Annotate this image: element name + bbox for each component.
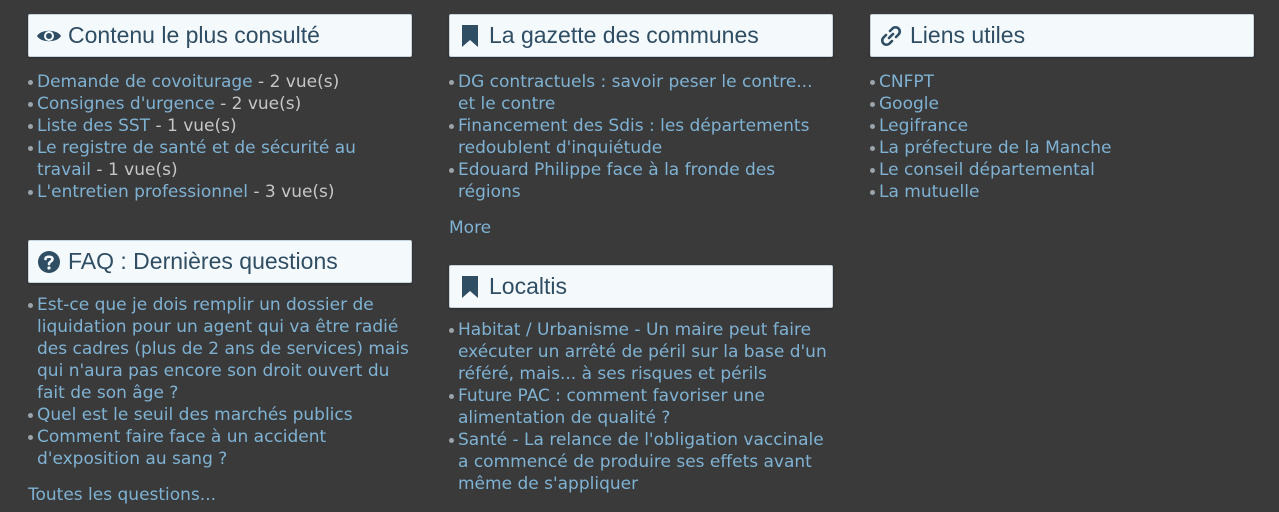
list-item[interactable]: Future PAC : comment favoriser une alimentation de qualité ? <box>458 385 833 429</box>
list-item[interactable]: La préfecture de la Manche <box>879 137 1254 159</box>
localtis-list <box>449 319 833 495</box>
eye-icon <box>36 23 62 49</box>
list-item[interactable]: Quel est le seuil des marchés publics <box>37 404 412 426</box>
bullet <box>449 438 454 443</box>
faq-header <box>28 240 412 283</box>
gazette-more-link[interactable]: More <box>449 218 492 238</box>
faq-title: FAQ : Dernières questions <box>68 248 338 274</box>
useful-links-list <box>870 71 1254 203</box>
bullet <box>28 413 33 418</box>
list-item[interactable]: Legifrance <box>879 115 1254 137</box>
list-item[interactable]: Demande de covoiturage - 2 vue(s) <box>37 71 412 93</box>
bullet <box>870 124 875 129</box>
useful-links-header <box>870 14 1254 57</box>
useful-links-panel <box>870 14 1254 203</box>
list-item[interactable]: Consignes d'urgence - 2 vue(s) <box>37 93 412 115</box>
list-item[interactable]: DG contractuels : savoir peser le contre... et le contre <box>458 71 833 115</box>
popular-content-list <box>28 71 412 203</box>
bullet <box>449 168 454 173</box>
bullet <box>870 80 875 85</box>
bullet <box>28 146 33 151</box>
popular-content-panel <box>28 14 412 203</box>
bullet <box>449 394 454 399</box>
bullet <box>449 328 454 333</box>
bookmark-icon <box>457 23 483 49</box>
list-item[interactable]: Le conseil départemental <box>879 159 1254 181</box>
bullet <box>28 124 33 129</box>
list-item[interactable]: L'entretien professionnel - 3 vue(s) <box>37 181 412 203</box>
link-icon <box>878 23 904 49</box>
list-item[interactable]: CNFPT <box>879 71 1254 93</box>
list-item[interactable]: Liste des SST - 1 vue(s) <box>37 115 412 137</box>
bookmark-icon <box>457 274 483 300</box>
bullet <box>870 102 875 107</box>
bullet <box>28 80 33 85</box>
popular-content-title: Contenu le plus consulté <box>68 22 320 48</box>
gazette-title: La gazette des communes <box>489 22 759 48</box>
localtis-header <box>449 265 833 308</box>
gazette-list <box>449 71 833 203</box>
localtis-title: Localtis <box>489 273 567 299</box>
all-questions-link[interactable]: Toutes les questions... <box>28 485 217 505</box>
bullet <box>449 124 454 129</box>
useful-links-title: Liens utiles <box>910 22 1026 48</box>
bullet <box>870 168 875 173</box>
list-item[interactable]: Comment faire face à un accident d'exposition au sang ? <box>37 426 412 470</box>
localtis-panel <box>449 265 833 495</box>
bullet <box>28 435 33 440</box>
question-circle-icon <box>36 249 62 275</box>
gazette-header <box>449 14 833 57</box>
list-item[interactable]: Google <box>879 93 1254 115</box>
list-item[interactable]: Est-ce que je dois remplir un dossier de liquidation pour un agent qui va être radié des cadres (plus de 2 ans de services) mais qui n'aura pas encore son droit ouvert du fait de son âge ? <box>37 294 412 404</box>
bullet <box>449 80 454 85</box>
list-item[interactable]: Santé - La relance de l'obligation vaccinale a commencé de produire ses effets avant même de s'appliquer <box>458 429 833 495</box>
bullet <box>28 102 33 107</box>
faq-panel <box>28 240 412 506</box>
list-item[interactable]: La mutuelle <box>879 181 1254 203</box>
bullet <box>870 190 875 195</box>
bullet <box>28 190 33 195</box>
popular-content-header <box>28 14 412 57</box>
list-item[interactable]: Habitat / Urbanisme - Un maire peut faire exécuter un arrêté de péril sur la base d'un référé, mais... à ses risques et périls <box>458 319 833 385</box>
bullet <box>870 146 875 151</box>
list-item[interactable]: Edouard Philippe face à la fronde des régions <box>458 159 833 203</box>
faq-list <box>28 294 412 470</box>
bullet <box>28 303 33 308</box>
gazette-panel <box>449 14 833 239</box>
list-item[interactable]: Financement des Sdis : les départements redoublent d'inquiétude <box>458 115 833 159</box>
list-item[interactable]: Le registre de santé et de sécurité au travail - 1 vue(s) <box>37 137 412 181</box>
